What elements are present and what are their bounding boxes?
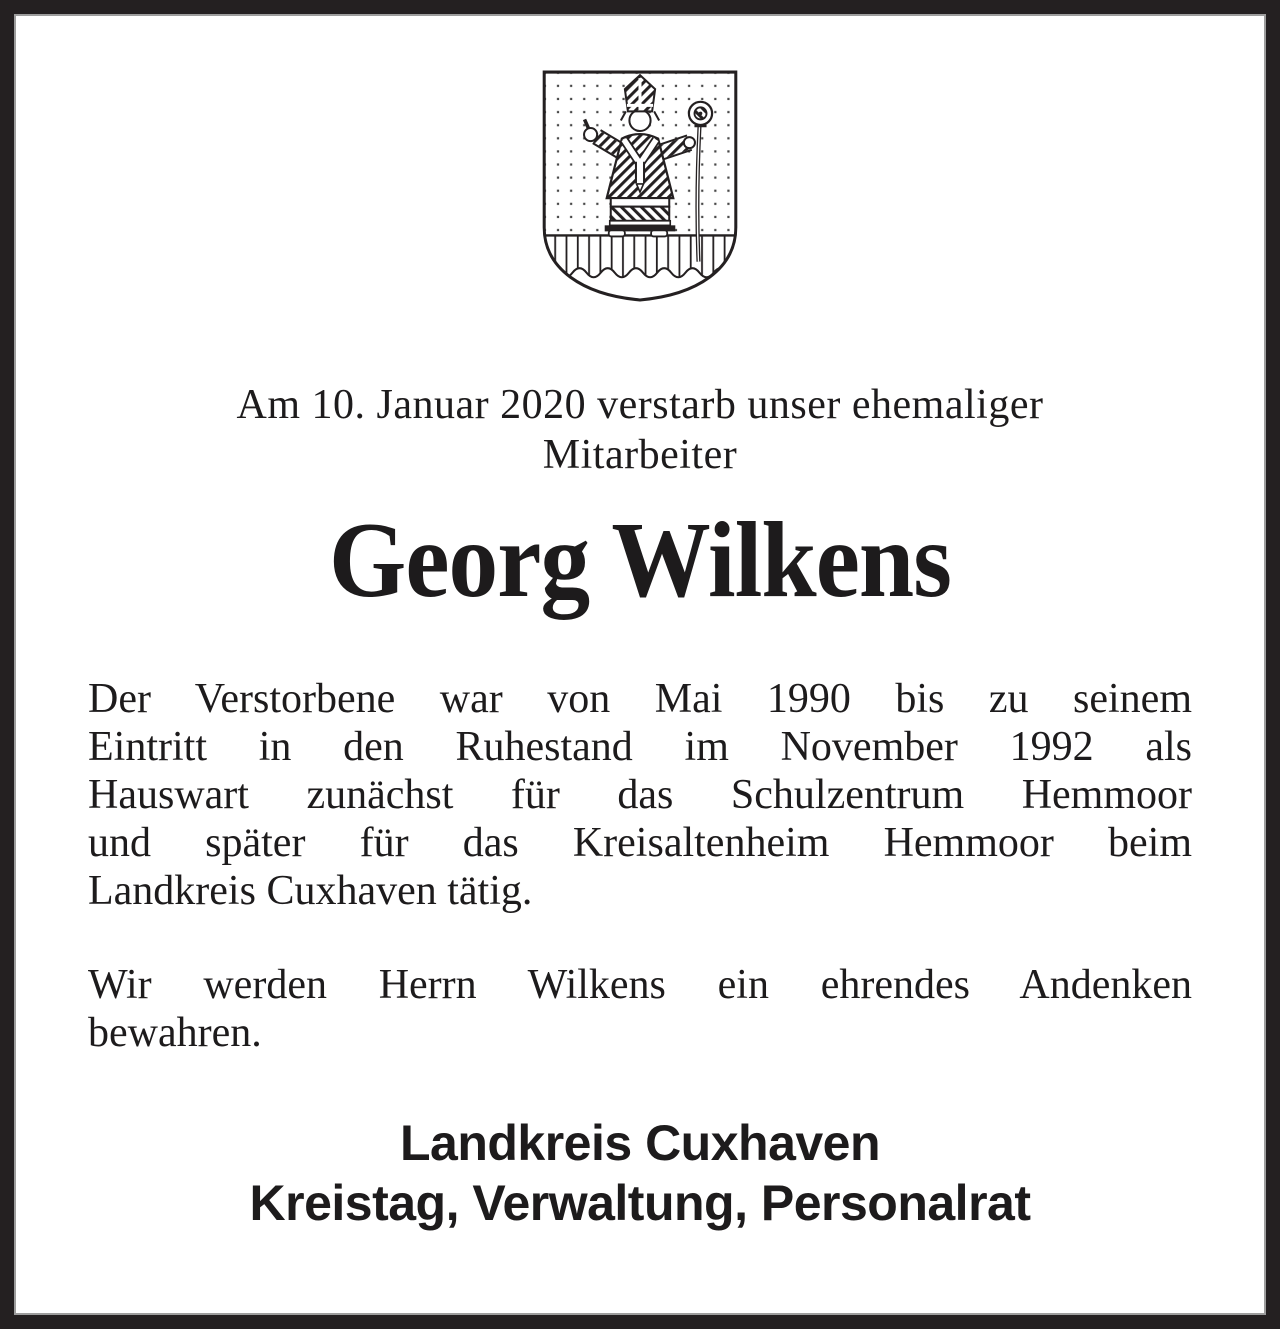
- coat-of-arms-icon: [538, 66, 742, 306]
- body-line: Landkreis Cuxhaven tätig.: [88, 868, 533, 914]
- body-line: Der Verstorbene war von Mai 1990 bis zu seinem: [88, 676, 1192, 722]
- body-paragraph-2: [88, 961, 1192, 1057]
- body-line: Eintritt in den Ruhestand im November 1992 als: [88, 724, 1192, 770]
- deceased-name: Georg Wilkens: [328, 501, 952, 620]
- notice-content: [88, 66, 1192, 1233]
- body-line: und später für das Kreisaltenheim Hemmoor beim: [88, 820, 1192, 866]
- intro-line-1: Am 10. Januar 2020 verstarb unser ehemaliger: [236, 382, 1044, 428]
- signature-block: [88, 1113, 1192, 1233]
- body-line: Hauswart zunächst für das Schulzentrum Hemmoor: [88, 772, 1192, 818]
- body-line: bewahren.: [88, 1010, 262, 1056]
- body-line: Wir werden Herrn Wilkens ein ehrendes Andenken: [88, 962, 1192, 1008]
- intro-line-2: Mitarbeiter: [542, 432, 738, 478]
- signature-organization: Landkreis Cuxhaven: [399, 1115, 881, 1171]
- intro-text: [88, 380, 1192, 480]
- body-paragraph-1: [88, 675, 1192, 915]
- signature-bodies: Kreistag, Verwaltung, Personalrat: [249, 1175, 1031, 1231]
